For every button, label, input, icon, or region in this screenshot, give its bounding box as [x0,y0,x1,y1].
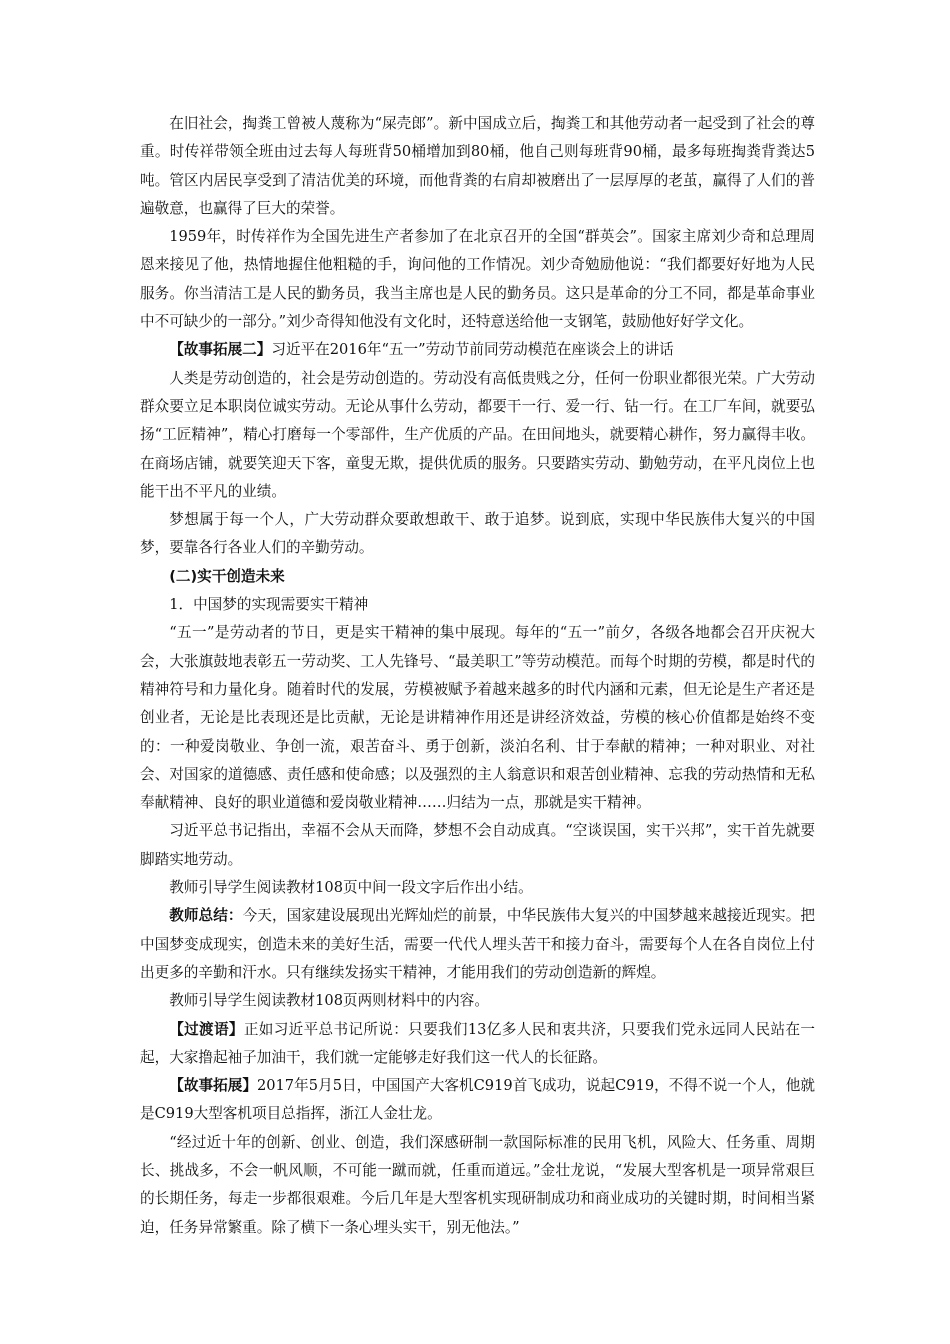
story-extension-two-title: 习近平在2016年“五一”劳动节前同劳动模范在座谈会上的讲话 [271,341,674,359]
story-extension-text: 2017年5月5日，中国国产大客机C919首飞成功，说起C919，不得不说一个人，他就是C919大型客机项目总指挥，浙江人金壮龙。 [140,1077,815,1123]
paragraph-story-extension-two [140,336,815,364]
paragraph-teacher-summary [140,902,815,987]
paragraph-teacher-guide-1: 教师引导学生阅读教材108页中间一段文字后作出小结。 [169,879,533,897]
teacher-summary-text: 今天，国家建设展现出光辉灿烂的前景，中华民族伟大复兴的中国梦越来越接近现实。把中国梦变成现实，创造未来的美好生活，需要一代代人埋头苦干和接力奋斗，需要每个人在各自岗位上付出更多的辛勤和汗水。只有继续发扬实干精神，才能用我们的劳动创造新的辉煌。 [140,907,815,981]
transition-text: 正如习近平总书记所说：只要我们13亿多人民和衷共济，只要我们党永远同人民站在一起，大家撸起袖子加油干，我们就一定能够走好我们这一代人的长征路。 [140,1020,815,1066]
section-heading-hard-work: (二)实干创造未来 [169,567,285,585]
paragraph-transition [140,1016,815,1073]
paragraph-teacher-guide-2: 教师引导学生阅读教材108页两则材料中的内容。 [169,992,489,1010]
paragraph-xi-quote: 习近平总书记指出，幸福不会从天而降，梦想不会自动成真。“空谈误国，实干兴邦”，实干首先就要脚踏实地劳动。 [140,822,815,868]
teacher-summary-label: 教师总结： [169,907,243,925]
paragraph-labor-creates: 人类是劳动创造的，社会是劳动创造的。劳动没有高低贵贱之分，任何一份职业都很光荣。广大劳动群众要立足本职岗位诚实劳动。无论从事什么劳动，都要干一行、爱一行、钻一行。在工厂车间，就要弘扬“工匠精神”，精心打磨每一个零部件，生产优质的产品。在田间地头，就要精心耕作，努力赢得丰收。在商场店铺，就要笑迎天下客，童叟无欺，提供优质的服务。只要踏实劳动、勤勉劳动，在平凡岗位上也能干出不平凡的业绩。 [140,369,815,500]
paragraph-dream: 梦想属于每一个人，广大劳动群众要敢想敢干、敢于追梦。说到底，实现中华民族伟大复兴的中国梦，要靠各行各业人们的辛勤劳动。 [140,511,815,557]
paragraph-jin-zhuanglong-quote: “经过近十年的创新、创业、创造，我们深感研制一款国际标准的民用飞机，风险大、任务重、周期长、挑战多，不会一帆风顺，不可能一蹴而就，任重而道远。”金壮龙说，“发展大型客机是一项异常艰巨的长期任务，每走一步都很艰难。今后几年是大型客机实现研制成功和商业成功的关键时期，时间相当紧迫，任务异常繁重。除了横下一条心埋头实干，别无他法。” [140,1133,815,1236]
document-page [140,110,815,1242]
story-extension-two-label: 【故事拓展二】 [169,341,272,359]
paragraph-qunyinghui: 1959年，时传祥作为全国先进生产者参加了在北京召开的全国“群英会”。国家主席刘少奇和总理周恩来接见了他，热情地握住他粗糙的手，询问他的工作情况。刘少奇勉励他说：“我们都要好好地为人民服务。你当清洁工是人民的勤务员，我当主席也是人民的勤务员。这只是革命的分工不同，都是革命事业中不可缺少的一部分。”刘少奇得知他没有文化时，还特意送给他一支钢笔，鼓励他好好学文化。 [140,228,815,331]
paragraph-shi-chuanxiang-story: 在旧社会，掏粪工曾被人蔑称为“屎壳郎”。新中国成立后，掏粪工和其他劳动者一起受到了社会的尊重。时传祥带领全班由过去每人每班背50桶增加到80桶，他自己则每班背90桶，最多每班掏粪背粪达5吨。管区内居民享受到了清洁优美的环境，而他背粪的右肩却被磨出了一层厚厚的老茧，赢得了人们的普遍敬意，也赢得了巨大的荣誉。 [140,115,815,217]
story-extension-label: 【故事拓展】 [169,1077,257,1095]
subsection-heading: 1．中国梦的实现需要实干精神 [169,596,369,614]
paragraph-story-extension [140,1072,815,1129]
transition-label: 【过渡语】 [169,1020,244,1038]
paragraph-may-day: “五一”是劳动者的节日，更是实干精神的集中展现。每年的“五一”前夕，各级各地都会召开庆祝大会，大张旗鼓地表彰五一劳动奖、工人先锋号、“最美职工”等劳动模范。而每个时期的劳模，都是时代的精神符号和力量化身。随着时代的发展，劳模被赋予着越来越多的时代内涵和元素，但无论是生产者还是创业者，无论是比表现还是比贡献，无论是讲精神作用还是讲经济效益，劳模的核心价值都是始终不变的：一种爱岗敬业、争创一流，艰苦奋斗、勇于创新，淡泊名利、甘于奉献的精神；一种对职业、对社会、对国家的道德感、责任感和使命感；以及强烈的主人翁意识和艰苦创业精神、忘我的劳动热情和无私奉献精神、良好的职业道德和爱岗敬业精神……归结为一点，那就是实干精神。 [140,624,815,812]
